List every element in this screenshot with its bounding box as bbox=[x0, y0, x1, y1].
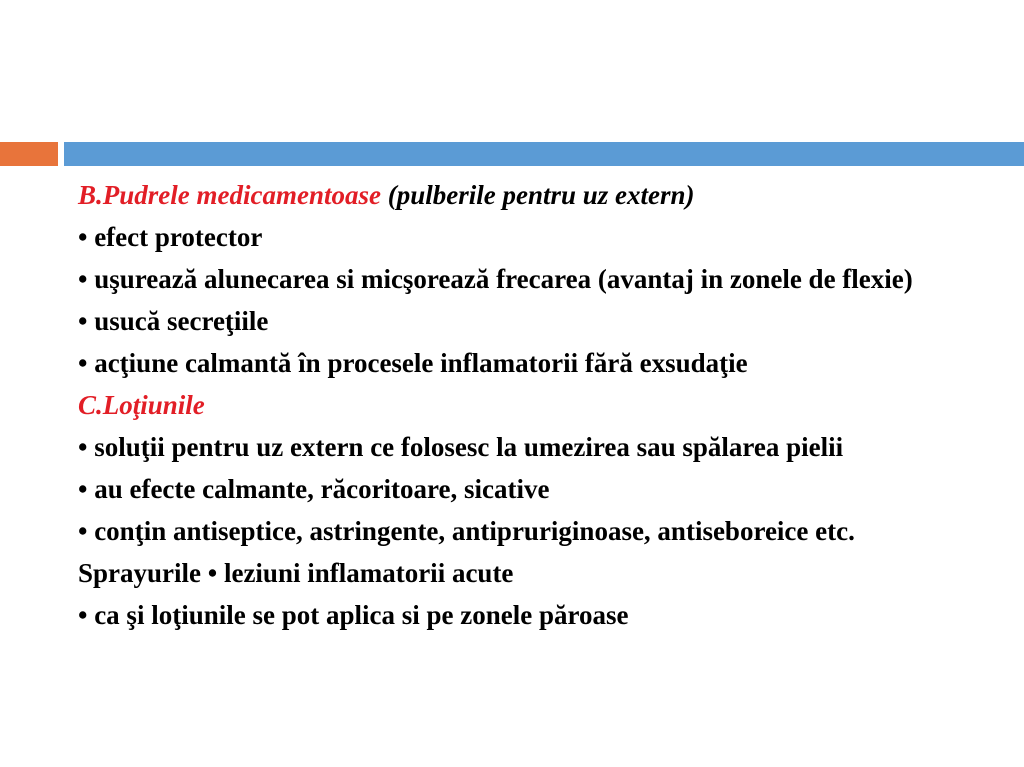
sprays-line: Sprayurile • leziuni inflamatorii acute bbox=[78, 558, 514, 588]
section-b-item: • usucă secreţiile bbox=[78, 306, 269, 336]
section-c-item: • conţin antiseptice, astringente, antipruriginoase, antiseboreice etc. bbox=[78, 516, 855, 546]
section-b-item: • uşurează alunecarea si micşorează frecarea (avantaj in zonele de flexie) bbox=[78, 264, 913, 294]
accent-bar-blue bbox=[64, 142, 1024, 166]
section-b-heading bbox=[78, 180, 998, 211]
section-c-item: • au efecte calmante, răcoritoare, sicative bbox=[78, 474, 550, 504]
section-b-item: • acţiune calmantă în procesele inflamatorii fără exsudaţie bbox=[78, 348, 748, 378]
section-c-title: C.Loţiunile bbox=[78, 390, 205, 420]
slide-body bbox=[78, 180, 998, 642]
section-b-subtitle: (pulberile pentru uz extern) bbox=[387, 180, 695, 210]
section-c-item: • soluţii pentru uz extern ce folosesc la umezirea sau spălarea pielii bbox=[78, 432, 844, 462]
accent-bar-orange bbox=[0, 142, 58, 166]
sprays-line: • ca şi loţiunile se pot aplica si pe zonele păroase bbox=[78, 600, 629, 630]
section-b-title: B.Pudrele medicamentoase bbox=[78, 180, 381, 210]
section-b-item: • efect protector bbox=[78, 222, 263, 252]
